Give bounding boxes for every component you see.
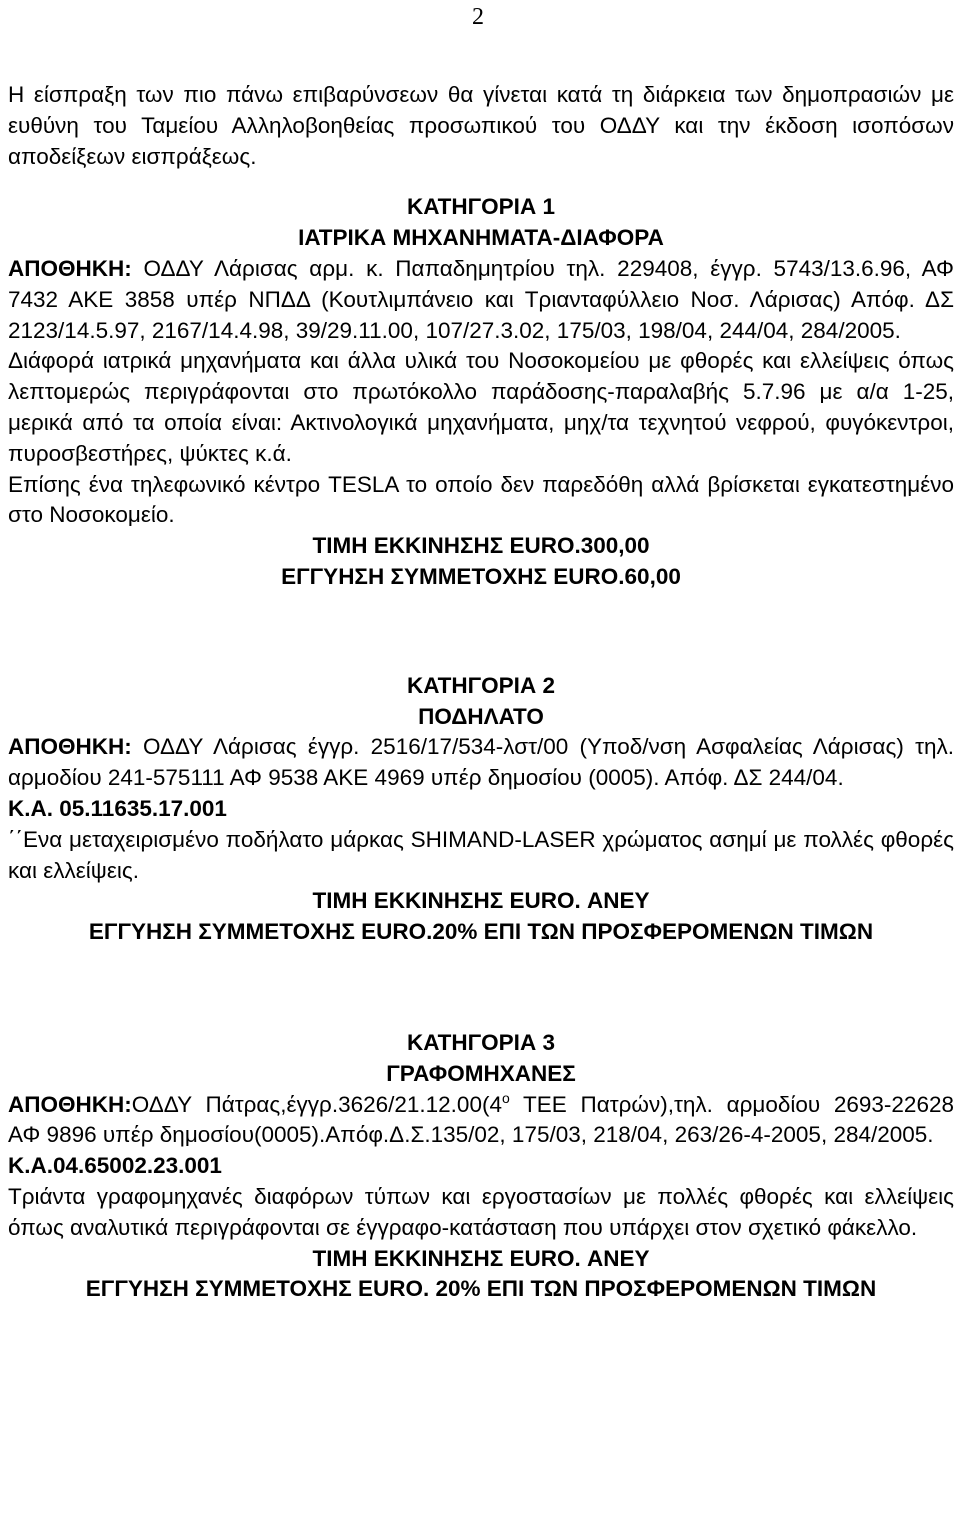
spacer bbox=[8, 948, 954, 1028]
start-price: ΤΙΜΗ ΕΚΚΙΝΗΣΗΣ EURO. ΑΝΕΥ bbox=[312, 888, 650, 914]
warehouse-label: ΑΠΟΘΗΚΗ: bbox=[8, 255, 132, 281]
item-description: Τριάντα γραφομηχανές διαφόρων τύπων και εργοστασίων με πολλές φθορές και ελλείψεις όπως αναλυτικά περιγράφονται σε έγγραφο-κατάσταση που υπάρχει στον σχετικό φάκελλο. bbox=[8, 1183, 954, 1240]
category-subtitle: ΙΑΤΡΙΚΑ ΜΗΧΑΝΗΜΑΤΑ-ΔΙΑΦΟΡΑ bbox=[298, 225, 664, 251]
spacer bbox=[8, 172, 954, 192]
intro-paragraph: Η είσπραξη των πιο πάνω επιβαρύνσεων θα γίνεται κατά τη διάρκεια των δημοπρασιών με ευθύνη του Ταμείου Αλληλοβοηθείας προσωπικού του ΟΔΔΥ και την έκδοση ισοπόσων αποδείξεων εισπράξεως. bbox=[8, 82, 954, 169]
spacer bbox=[8, 593, 954, 671]
start-price: ΤΙΜΗ ΕΚΚΙΝΗΣΗΣ EURO. ΑΝΕΥ bbox=[312, 1245, 650, 1271]
participation-guarantee: ΕΓΓΥΗΣΗ ΣΥΜΜΕΤΟΧΗΣ EURO. 20% ΕΠΙ ΤΩΝ ΠΡΟΣΦΕΡΟΜΕΝΩΝ ΤΙΜΩΝ bbox=[85, 1276, 877, 1302]
warehouse-text-b: ΤΕΕ Πατρών),τηλ. αρμοδίου 2693-22628 ΑΦ 9896 υπέρ δημοσίου(0005).Απόφ.Δ.Σ.135/02, 175/03, 218/04, 263/26-4-2005, 284/2005. bbox=[8, 1091, 954, 1148]
ka-code: Κ.Α.04.65002.23.001 bbox=[8, 1153, 222, 1179]
warehouse-paragraph bbox=[8, 254, 954, 346]
warehouse-paragraph bbox=[8, 1090, 954, 1152]
warehouse-label: ΑΠΟΘΗΚΗ: bbox=[8, 1091, 132, 1117]
warehouse-paragraph bbox=[8, 732, 954, 794]
category-title: ΚΑΤΗΓΟΡΙΑ 1 bbox=[407, 194, 555, 220]
category-1-section bbox=[8, 192, 954, 592]
page-number: 2 bbox=[472, 4, 484, 30]
participation-guarantee: ΕΓΓΥΗΣΗ ΣΥΜΜΕΤΟΧΗΣ EURO.60,00 bbox=[281, 563, 681, 589]
warehouse-text-a: ΟΔΔΥ Πάτρας,έγγρ.3626/21.12.00(4 bbox=[131, 1091, 502, 1117]
warehouse-text: ΟΔΔΥ Λάρισας έγγρ. 2516/17/534-λστ/00 (Υποδ/νση Ασφαλείας Λάρισας) τηλ. αρμοδίου 241-575111 ΑΦ 9538 ΑΚΕ 4969 υπέρ δημοσίου (0005). Απόφ. ΔΣ 244/04. bbox=[8, 734, 954, 791]
item-description: ΄΄Ενα μεταχειρισμένο ποδήλατο μάρκας SHIMAND-LASER χρώματος ασημί με πολλές φθορές και ελλείψεις. bbox=[8, 826, 954, 883]
item-extra-note: Επίσης ένα τηλεφωνικό κέντρο TESLA το οποίο δεν παρεδόθη αλλά βρίσκεται εγκατεστημένο στο Νοσοκομείο. bbox=[8, 471, 954, 528]
category-title: ΚΑΤΗΓΟΡΙΑ 2 bbox=[407, 672, 555, 698]
category-2-section bbox=[8, 671, 954, 948]
category-subtitle: ΓΡΑΦΟΜΗΧΑΝΕΣ bbox=[386, 1060, 576, 1086]
category-title: ΚΑΤΗΓΟΡΙΑ 3 bbox=[407, 1029, 555, 1055]
ka-code: Κ.Α. 05.11635.17.001 bbox=[8, 795, 227, 821]
category-3-section bbox=[8, 1028, 954, 1305]
item-description: Διάφορά ιατρικά μηχανήματα και άλλα υλικά του Νοσοκομείου με φθορές και ελλείψεις όπως λεπτομερώς περιγράφονται στο πρωτόκολλο παράδοσης-παραλαβής 5.7.96 με α/α 1-25, μερικά από τα οποία είναι: Ακτινολογικά μηχανήματα, μηχ/τα τεχνητού νεφρού, φυγόκεντροι, πυροσβεστήρες, ψύκτες κ.ά. bbox=[8, 348, 954, 466]
document-body bbox=[8, 80, 954, 1305]
warehouse-label: ΑΠΟΘΗΚΗ: bbox=[8, 734, 132, 760]
category-subtitle: ΠΟΔΗΛΑΤΟ bbox=[418, 703, 544, 729]
ordinal-superscript: ο bbox=[501, 1089, 510, 1106]
start-price: ΤΙΜΗ ΕΚΚΙΝΗΣΗΣ EURO.300,00 bbox=[312, 533, 650, 559]
participation-guarantee: ΕΓΓΥΗΣΗ ΣΥΜΜΕΤΟΧΗΣ EURO.20% ΕΠΙ ΤΩΝ ΠΡΟΣΦΕΡΟΜΕΝΩΝ ΤΙΜΩΝ bbox=[88, 919, 874, 945]
warehouse-text: ΟΔΔΥ Λάρισας αρμ. κ. Παπαδημητρίου τηλ. 229408, έγγρ. 5743/13.6.96, ΑΦ 7432 ΑΚΕ 3858 υπέρ ΝΠΔΔ (Κουτλιμπάνειο και Τριανταφύλλειο Νοσ. Λάρισας) Απόφ. ΔΣ 2123/14.5.97, 2167/14.4.98, 39/29.11.00, 107/27.3.02, 175/03, 198/04, 244/04, 284/2005. bbox=[8, 255, 954, 343]
